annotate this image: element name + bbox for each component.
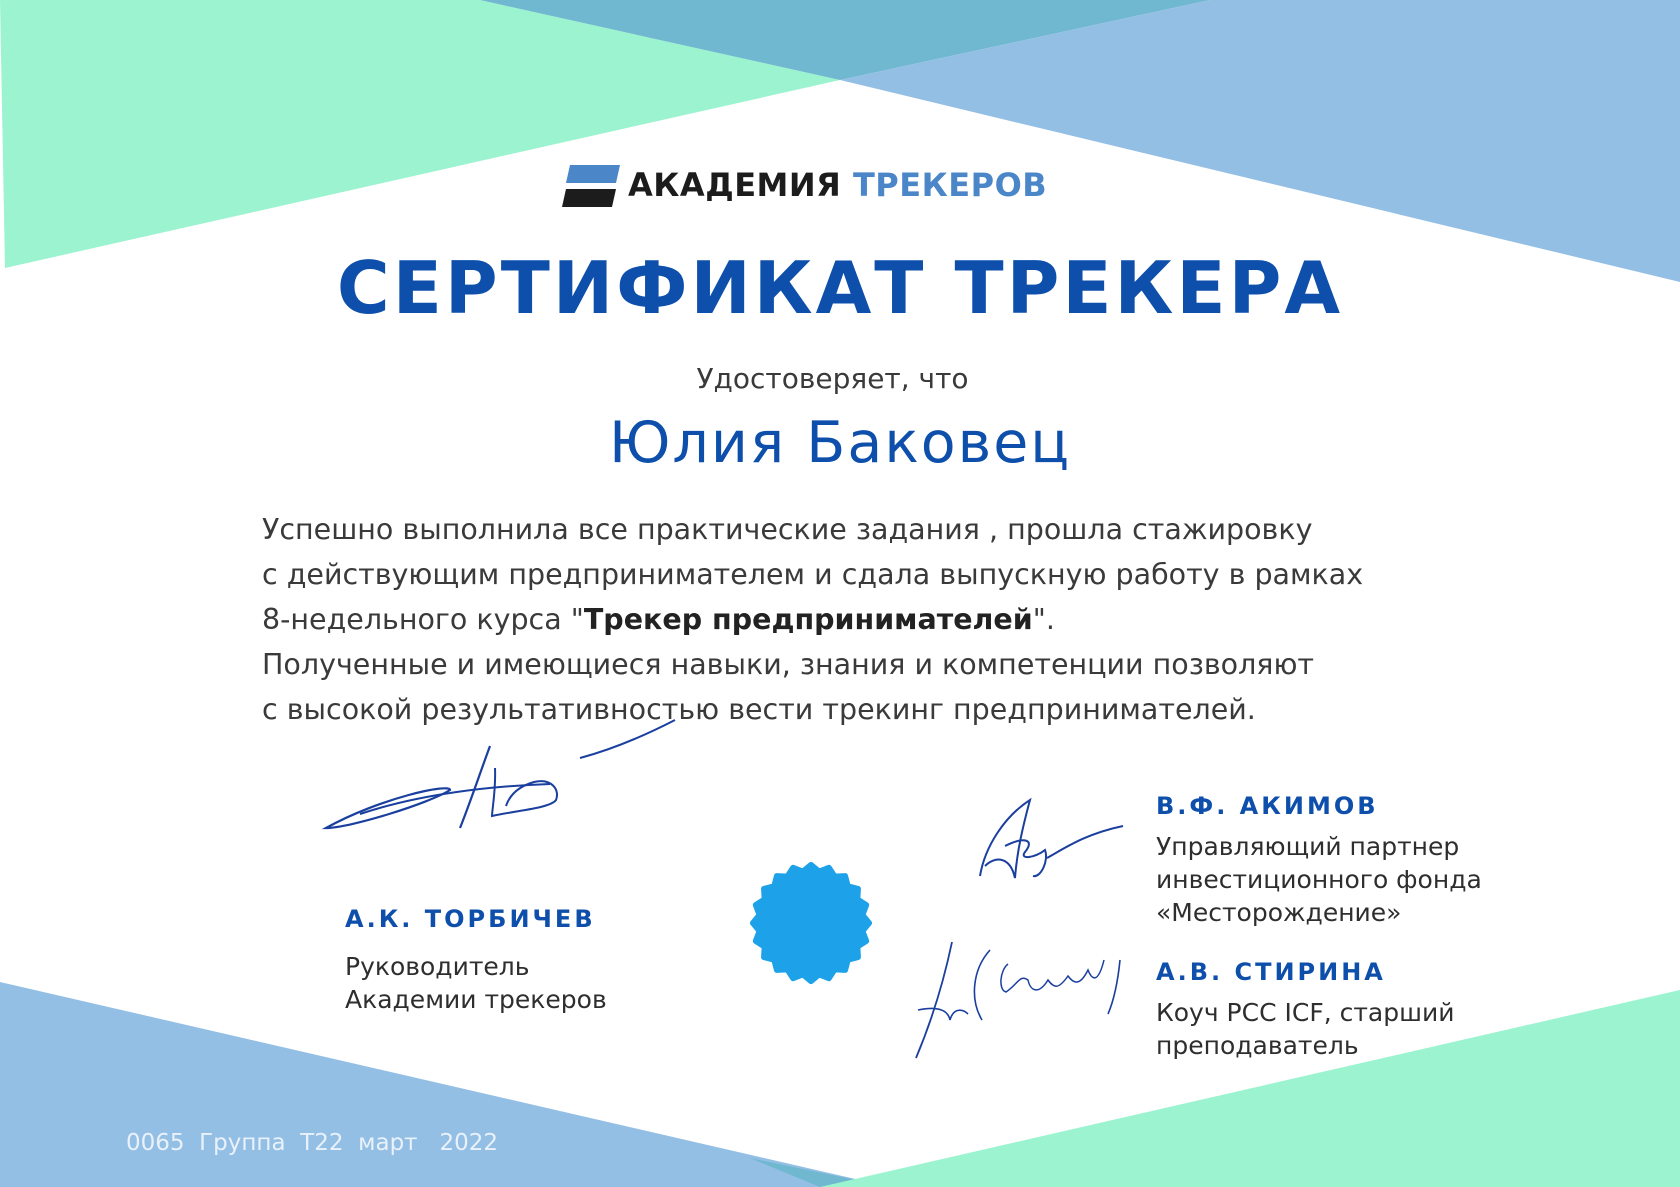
signatory-role-line: Руководитель: [345, 952, 530, 981]
signatory-role-line: Управляющий партнер: [1156, 832, 1460, 861]
seal-shape: [753, 865, 869, 981]
body-line: Успешно выполнила все практические задания , прошла стажировку: [262, 513, 1313, 546]
logo-word-academy: АКАДЕМИЯ: [628, 166, 842, 204]
signatory-role-line: инвестиционного фонда: [1156, 865, 1482, 894]
certificate-title: СЕРТИФИКАТ ТРЕКЕРА: [336, 246, 1344, 330]
signatory-role-line: Академии трекеров: [345, 985, 607, 1014]
certificate-body: [262, 507, 1462, 732]
body-line: Полученные и имеющиеся навыки, знания и компетенции позволяют: [262, 648, 1315, 681]
signatory-role-line: преподаватель: [1156, 1031, 1359, 1060]
body-line-prefix: 8-недельного курса ": [262, 603, 584, 636]
signatory-role-torbichev: [345, 950, 607, 1016]
signature-akimov: [975, 796, 1125, 886]
signature-torbichev: [320, 728, 680, 840]
logo-mark-icon: [562, 165, 620, 207]
course-name: Трекер предпринимателей: [583, 603, 1033, 636]
signatory-role-stirina: [1156, 996, 1454, 1062]
signature-stirina: [908, 940, 1128, 1060]
recipient-name: Юлия Баковец: [608, 410, 1072, 476]
signatory-name-akimov: В.Ф. АКИМОВ: [1156, 792, 1379, 820]
body-line-suffix: ".: [1032, 603, 1055, 636]
certificate-number-footer: 0065 Группа Т22 март 2022: [126, 1130, 499, 1156]
logo-wordmark: [628, 166, 1047, 204]
body-line: с высокой результативностью вести трекинг предпринимателей.: [262, 693, 1256, 726]
signatory-name-stirina: А.В. СТИРИНА: [1156, 958, 1386, 986]
body-line: с действующим предпринимателем и сдала выпускную работу в рамках: [262, 558, 1364, 591]
certifies-text: Удостоверяет, что: [696, 362, 969, 395]
seal-badge-icon: [750, 862, 872, 984]
signatory-role-line: «Месторождение»: [1156, 898, 1402, 927]
signatory-name-torbichev: А.К. ТОРБИЧЕВ: [345, 905, 596, 933]
signatory-role-line: Коуч PCC ICF, старший: [1156, 998, 1455, 1027]
body-line: [262, 597, 1462, 642]
logo-word-trackers: ТРЕКЕРОВ: [852, 166, 1048, 204]
signatory-role-akimov: [1156, 830, 1482, 929]
